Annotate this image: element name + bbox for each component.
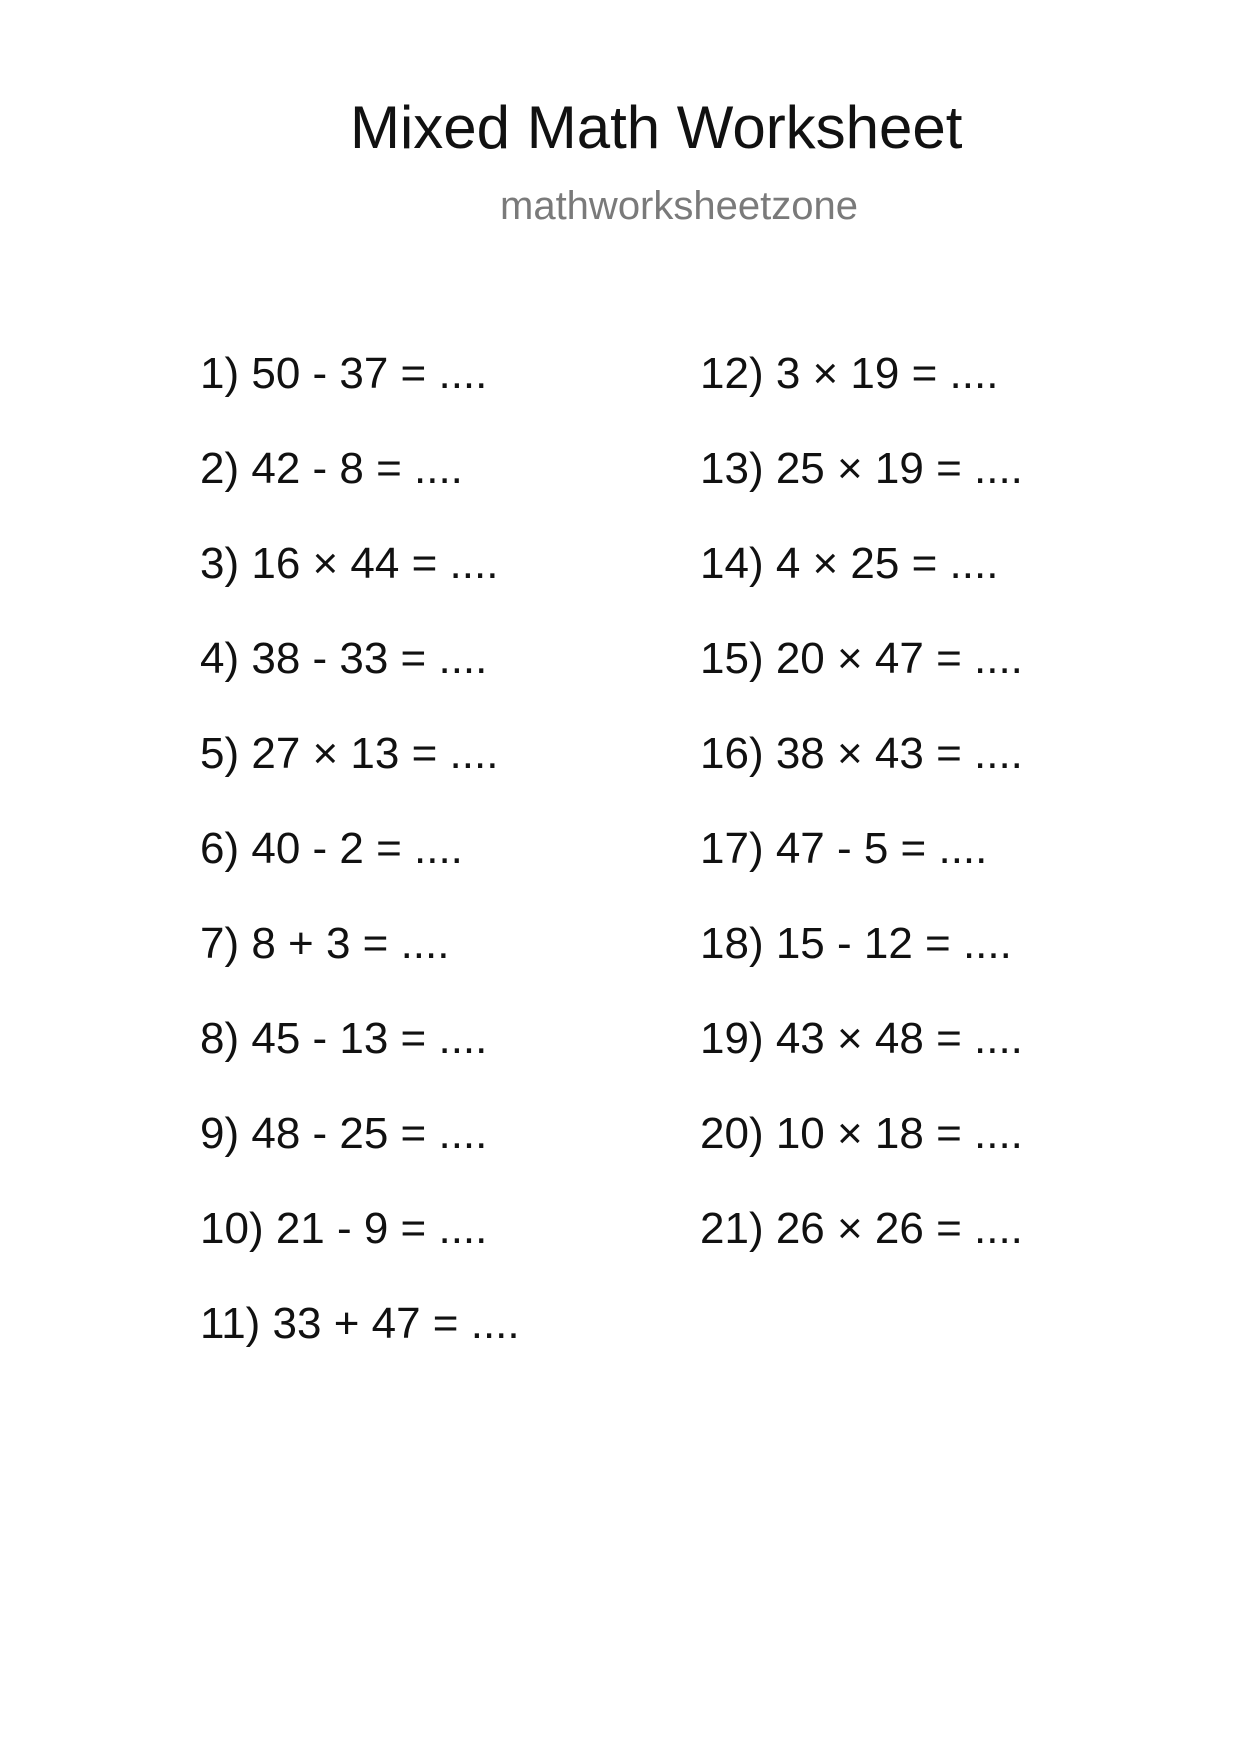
problem-2: 2) 42 - 8 = .... xyxy=(200,444,463,493)
worksheet-source: mathworksheetzone xyxy=(500,184,858,228)
problem-20: 20) 10 × 18 = .... xyxy=(700,1109,1023,1158)
problem-15: 15) 20 × 47 = .... xyxy=(700,634,1023,683)
problem-10: 10) 21 - 9 = .... xyxy=(200,1204,488,1253)
problem-19: 19) 43 × 48 = .... xyxy=(700,1014,1023,1063)
problem-list-left xyxy=(200,349,520,1397)
problem-7: 7) 8 + 3 = .... xyxy=(200,919,450,968)
problem-16: 16) 38 × 43 = .... xyxy=(700,729,1023,778)
problem-14: 14) 4 × 25 = .... xyxy=(700,539,999,588)
problem-6: 6) 40 - 2 = .... xyxy=(200,824,463,873)
problem-list-right xyxy=(700,349,1023,1302)
problem-4: 4) 38 - 33 = .... xyxy=(200,634,488,683)
worksheet-title: Mixed Math Worksheet xyxy=(350,94,963,161)
problem-18: 18) 15 - 12 = .... xyxy=(700,919,1012,968)
problem-17: 17) 47 - 5 = .... xyxy=(700,824,988,873)
problem-11: 11) 33 + 47 = .... xyxy=(200,1299,520,1348)
problem-1: 1) 50 - 37 = .... xyxy=(200,349,488,398)
problem-3: 3) 16 × 44 = .... xyxy=(200,539,499,588)
problem-8: 8) 45 - 13 = .... xyxy=(200,1014,488,1063)
problem-9: 9) 48 - 25 = .... xyxy=(200,1109,488,1158)
problem-5: 5) 27 × 13 = .... xyxy=(200,729,499,778)
problem-21: 21) 26 × 26 = .... xyxy=(700,1204,1023,1253)
problem-13: 13) 25 × 19 = .... xyxy=(700,444,1023,493)
problem-12: 12) 3 × 19 = .... xyxy=(700,349,999,398)
